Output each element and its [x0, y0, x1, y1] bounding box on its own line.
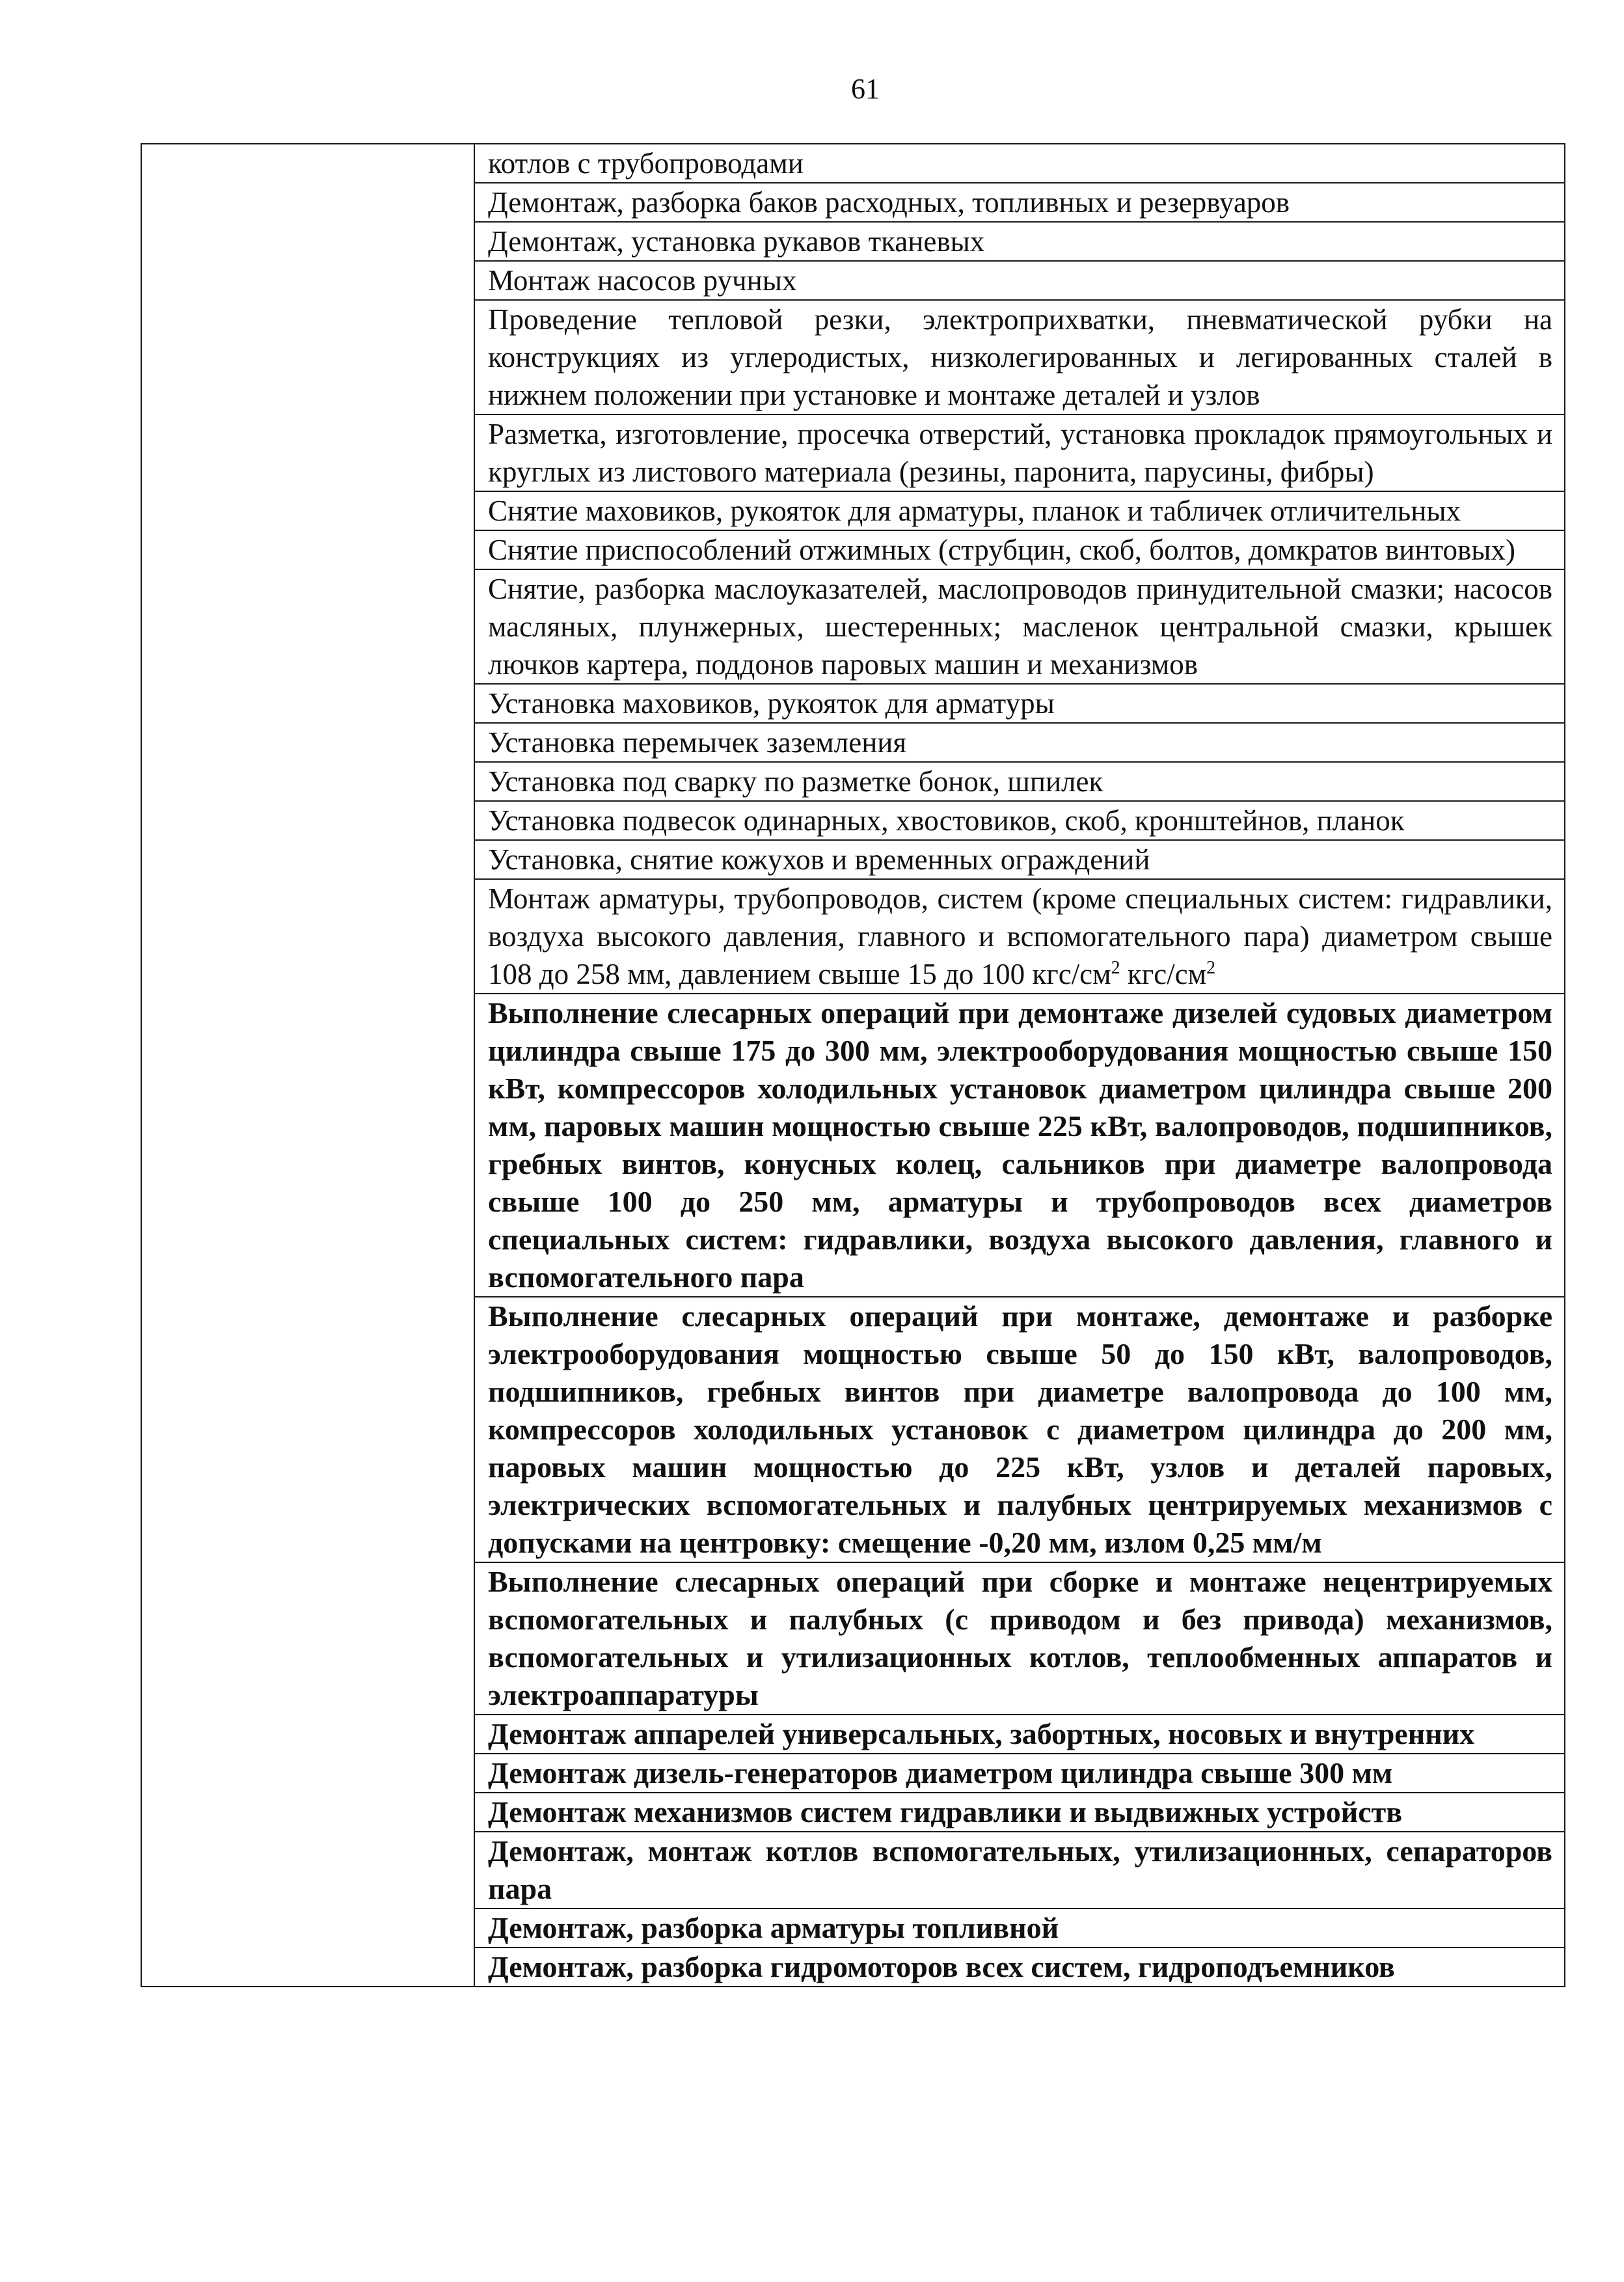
table-cell: Снятие маховиков, рукояток для арматуры, планок и табличек отличительных	[474, 491, 1565, 530]
table-cell: Выполнение слесарных операций при монтаже, демонтаже и разборке электрооборудования мощностью свыше 50 до 150 кВт, валопроводов, подшипников, гребных винтов при диаметре валопровода до 100 мм, компрессоров холодильных установок с диаметром цилиндра до 200 мм, паровых машин мощностью до 225 кВт, узлов и деталей паровых, электрических вспомогательных и палубных центрируемых механизмов с допусками на центровку: смещение -0,20 мм, излом 0,25 мм/м	[474, 1297, 1565, 1562]
table-cell: Снятие, разборка маслоуказателей, маслопроводов принудительной смазки; насосов масляных, плунжерных, шестеренных; масленок центральной смазки, крышек лючков картера, поддонов паровых машин и механизмов	[474, 569, 1565, 684]
table-cell: Снятие приспособлений отжимных (струбцин, скоб, болтов, домкратов винтовых)	[474, 530, 1565, 569]
table-cell: Выполнение слесарных операций при демонтаже дизелей судовых диаметром цилиндра свыше 175 до 300 мм, электрооборудования мощностью свыше 150 кВт, компрессоров холодильных установок диаметром цилиндра свыше 200 мм, паровых машин мощностью свыше 225 кВт, валопроводов, подшипников, гребных винтов, конусных колец, сальников при диаметре валопровода свыше 100 до 250 мм, арматуры и трубопроводов всех диаметров специальных систем: гидравлики, воздуха высокого давления, главного и вспомогательного пара	[474, 994, 1565, 1297]
table-cell: Проведение тепловой резки, электроприхватки, пневматической рубки на конструкциях из углеродистых, низколегированных и легированных сталей в нижнем положении при установке и монтаже деталей и узлов	[474, 300, 1565, 414]
table-cell: Демонтаж, разборка гидромоторов всех систем, гидроподъемников	[474, 1948, 1565, 1987]
table-cell: Демонтаж, разборка арматуры топливной	[474, 1908, 1565, 1948]
table-cell: Установка подвесок одинарных, хвостовиков, скоб, кронштейнов, планок	[474, 801, 1565, 840]
table-cell: Установка маховиков, рукояток для арматуры	[474, 684, 1565, 723]
table-cell: Установка под сварку по разметке бонок, шпилек	[474, 762, 1565, 801]
table-cell	[474, 879, 1565, 994]
superscript: 2	[1206, 958, 1216, 978]
table-cell: Демонтаж, монтаж котлов вспомогательных, утилизационных, сепараторов пара	[474, 1832, 1565, 1908]
left-column-cell	[141, 144, 474, 1987]
table-cell: Монтаж насосов ручных	[474, 261, 1565, 300]
superscript: 2	[1111, 958, 1120, 978]
table-cell: Демонтаж, установка рукавов тканевых	[474, 222, 1565, 261]
table-cell: Демонтаж механизмов систем гидравлики и выдвижных устройств	[474, 1793, 1565, 1832]
page-number: 61	[851, 73, 880, 105]
cell-text-tail: кгс/см	[1120, 958, 1207, 990]
table-cell: Демонтаж аппарелей универсальных, забортных, носовых и внутренних	[474, 1715, 1565, 1754]
table-cell: Демонтаж дизель-генераторов диаметром цилиндра свыше 300 мм	[474, 1754, 1565, 1793]
cell-text: Монтаж арматуры, трубопроводов, систем (кроме специальных систем: гидравлики, воздуха высокого давления, главного и вспомогательного пара) диаметром свыше 108 до 258 мм, давлением свыше 15 до 100 кгс/см	[488, 882, 1552, 990]
table-cell: Установка перемычек заземления	[474, 723, 1565, 762]
table-cell: Выполнение слесарных операций при сборке и монтаже нецентрируемых вспомогательных и палубных (с приводом и без привода) механизмов, вспомогательных и утилизационных котлов, теплообменных аппаратов и электроаппаратуры	[474, 1562, 1565, 1715]
operations-table	[141, 143, 1565, 1987]
table-cell: котлов с трубопроводами	[474, 144, 1565, 183]
table-cell: Демонтаж, разборка баков расходных, топливных и резервуаров	[474, 183, 1565, 222]
table-cell: Разметка, изготовление, просечка отверстий, установка прокладок прямоугольных и круглых из листового материала (резины, паронита, парусины, фибры)	[474, 414, 1565, 491]
table-cell: Установка, снятие кожухов и временных ограждений	[474, 840, 1565, 879]
table-row	[141, 144, 1565, 183]
